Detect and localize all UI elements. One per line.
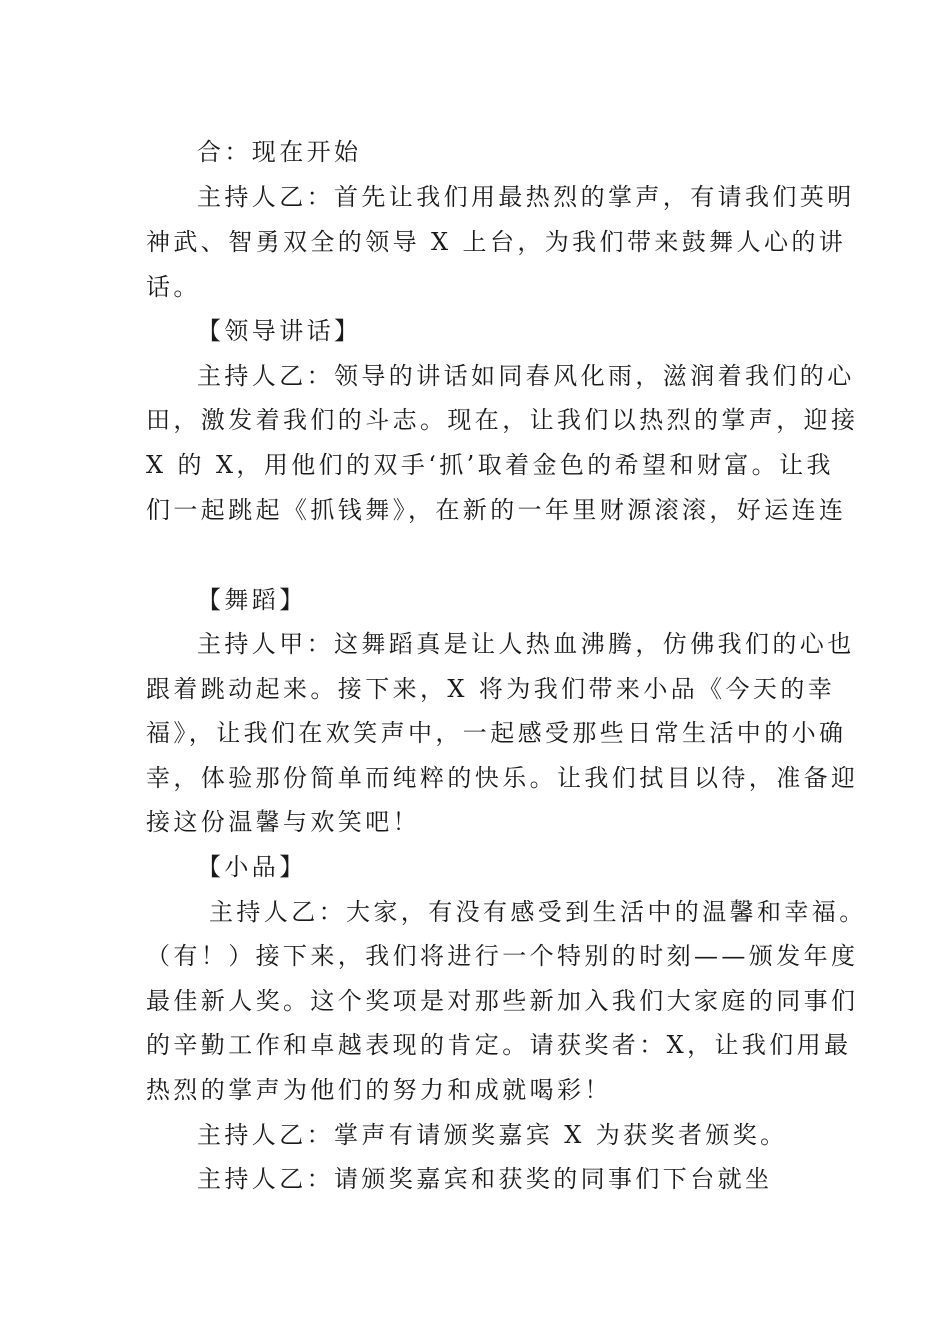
paragraph-host-b-4-line-1: 主持人乙：掌声有请颁奖嘉宾 X 为获奖者颁奖。 xyxy=(197,1121,788,1149)
paragraph-host-a-line-3: 福》，让我们在欢笑声中，一起感受那些日常生活中的小确 xyxy=(146,719,847,747)
paragraph-he-line-1: 合：现在开始 xyxy=(197,138,362,166)
paragraph-host-a-line-4: 幸，体验那份简单而纯粹的快乐。让我们拭目以待，准备迎 xyxy=(146,764,859,792)
section-heading-dance: 【舞蹈】 xyxy=(197,586,307,614)
paragraph-host-a-line-5: 接这份温馨与欢笑吧！ xyxy=(146,808,420,836)
paragraph-host-b-3-line-3: 最佳新人奖。这个奖项是对那些新加入我们大家庭的同事们 xyxy=(146,987,859,1015)
paragraph-host-a-line-1: 主持人甲：这舞蹈真是让人热血沸腾，仿佛我们的心也 xyxy=(197,630,855,658)
paragraph-host-a-line-2: 跟着跳动起来。接下来，X 将为我们带来小品《今天的幸 xyxy=(146,675,836,703)
paragraph-host-b-3-line-5: 热烈的掌声为他们的努力和成就喝彩！ xyxy=(146,1076,612,1104)
paragraph-host-b-3-line-2: （有！）接下来，我们将进行一个特别的时刻——颁发年度 xyxy=(146,942,859,970)
paragraph-host-b-2-line-1: 主持人乙：领导的讲话如同春风化雨，滋润着我们的心 xyxy=(197,362,855,390)
paragraph-host-b-3-line-1: 主持人乙：大家，有没有感受到生活中的温馨和幸福。 xyxy=(209,898,867,926)
paragraph-host-b-1-line-3: 话。 xyxy=(146,273,201,301)
paragraph-host-b-2-line-3: X 的 X，用他们的双手‘抓’取着金色的希望和财富。让我 xyxy=(146,451,834,479)
paragraph-host-b-2-line-4: 们一起跳起《抓钱舞》，在新的一年里财源滚滚，好运连连 xyxy=(146,496,847,524)
paragraph-host-b-5-line-1: 主持人乙：请颁奖嘉宾和获奖的同事们下台就坐 xyxy=(197,1165,773,1193)
section-heading-leader-speech: 【领导讲话】 xyxy=(197,317,362,345)
paragraph-host-b-3-line-4: 的辛勤工作和卓越表现的肯定。请获奖者：X，让我们用最 xyxy=(146,1031,852,1059)
paragraph-host-b-1-line-1: 主持人乙：首先让我们用最热烈的掌声，有请我们英明 xyxy=(197,183,855,211)
paragraph-host-b-1-line-2: 神武、智勇双全的领导 X 上台，为我们带来鼓舞人心的讲 xyxy=(146,228,847,256)
section-heading-sketch: 【小品】 xyxy=(197,853,307,881)
paragraph-host-b-2-line-2: 田，激发着我们的斗志。现在，让我们以热烈的掌声，迎接 xyxy=(146,406,859,434)
